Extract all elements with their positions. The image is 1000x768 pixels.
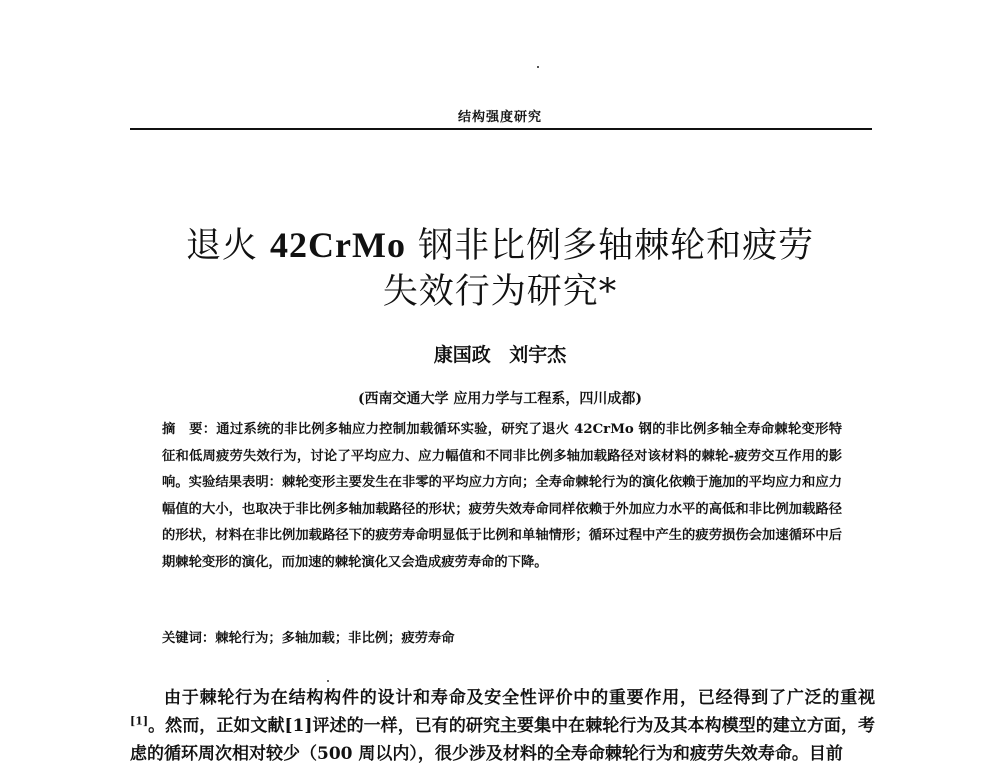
running-header: 结构强度研究	[457, 110, 542, 125]
title-line2: 失效行为研究*	[382, 272, 618, 312]
title-prefix: 退火	[185, 226, 258, 266]
affiliation: (西南交通大学 应用力学与工程系，四川成都)	[357, 391, 643, 407]
abstract-text: 通过系统的非比例多轴应力控制加载循环实验，研究了退火 42CrMo 钢的非比例多轴全寿命棘轮变形特征和低周疲劳失效行为，讨论了平均应力、应力幅值和不同非比例多轴加载路径对该材料的棘轮-疲劳交互作用的影响。实验结果表明：棘轮变形主要发生在非零的平均应力方向；全寿命棘轮行为的演化依赖于施加的平均应力和应力幅值的大小，也取决于非比例多轴加载路径的形状；疲劳失效寿命同样依赖于外加应力水平的高低和非比例加载路径的形状，材料在非比例加载路径下的疲劳寿命明显低于比例和单轴情形；循环过程中产生的疲劳损伤会加速循环中后期棘轮变形的演化，而加速的棘轮演化又会造成疲劳寿命的下降。	[162, 422, 843, 570]
paper-title	[150, 222, 850, 315]
authors: 康国政 刘宇杰	[433, 344, 567, 366]
header-rule	[130, 128, 872, 130]
title-rest-line1: 钢非比例多轴棘轮和疲劳	[418, 226, 815, 266]
abstract	[162, 417, 842, 576]
scan-dot	[537, 66, 539, 68]
keywords-label: 关键词：	[162, 631, 216, 646]
citation-ref: [1]	[130, 714, 149, 728]
keywords	[162, 627, 842, 646]
title-alloy: 42CrMo	[270, 225, 406, 265]
keywords-text: 棘轮行为；多轴加载；非比例；疲劳寿命	[215, 631, 455, 646]
body-text-after-ref: 。然而，正如文献[1]评述的一样，已有的研究主要集中在棘轮行为及其本构模型的建立方面，考虑的循环周次相对较少（500 周以内），很少涉及材料的全寿命棘轮行为和疲劳失效寿命。目前	[130, 716, 875, 764]
body-text-before-ref: 由于棘轮行为在结构构件的设计和寿命及安全性评价中的重要作用，已经得到了广泛的重视	[164, 688, 875, 708]
scan-mark	[327, 680, 329, 682]
body-paragraph	[130, 684, 875, 768]
abstract-label: 摘 要：	[162, 422, 217, 437]
